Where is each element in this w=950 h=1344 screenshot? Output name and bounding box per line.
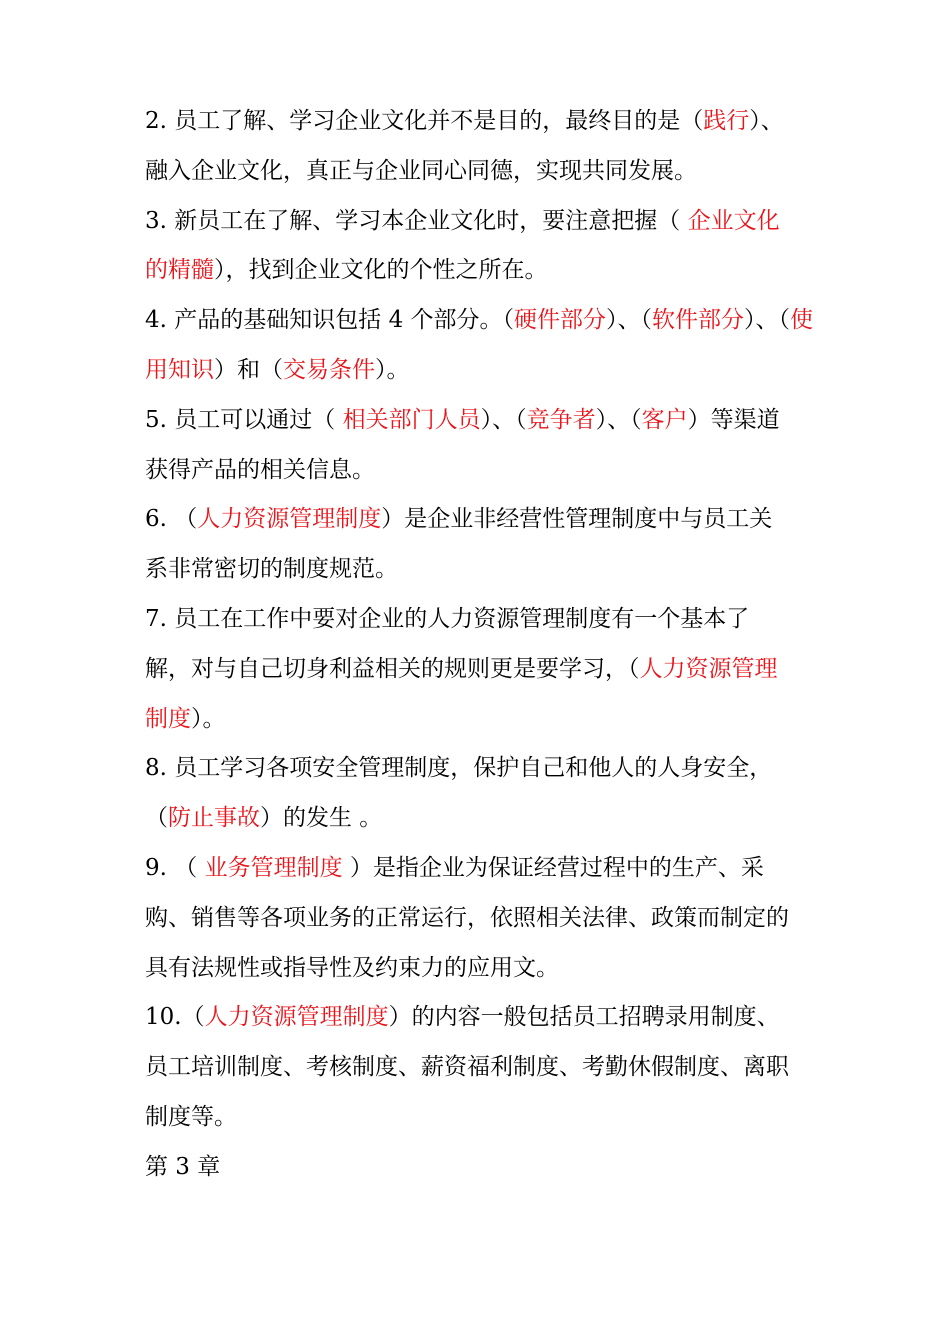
answer-text: 软件部分 [652,307,745,334]
question-text: ）、 [749,108,784,134]
question-text: 员工培训制度、考核制度、薪资福利制度、考勤休假制度、离职 [145,1054,789,1081]
text-line [145,744,815,794]
question-text: ）、（ [595,406,642,433]
answer-text: 业务管理制度 [204,854,343,881]
question-text: ）和（ [214,356,283,383]
question-text: 系非常密切的制度规范。 [145,556,398,583]
text-line [145,446,815,496]
text-line [145,595,815,645]
text-line [145,993,815,1043]
answer-text: 用知识 [145,356,214,383]
question-text: 解，对与自己切身利益相关的规则更是要学习，（ [145,655,640,682]
answer-text: 相关部门人员 [342,406,481,433]
text-line [145,1043,815,1093]
answer-text: 客户 [641,406,688,433]
question-text: 融入企业文化，真正与企业同心同德，实现共同发展。 [145,157,697,184]
text-line [145,296,815,346]
question-text: ）、（ [606,307,653,334]
question-text: ）。 [191,705,226,732]
answer-text: 竞争者 [526,406,596,433]
question-text: ）、（ [480,406,527,433]
question-text: 6. （ [145,506,198,533]
document-body [145,97,815,1193]
answer-text: 践行 [703,108,750,134]
answer-text: 交易条件 [283,356,375,383]
text-line [145,97,815,147]
answer-text: 硬件部分 [514,307,607,334]
question-text: 2. 员工了解、学习企业文化并不是目的，最终目的是（ [145,108,704,134]
text-line [145,844,815,894]
question-text: 4. 产品的基础知识包括 4 个部分。（ [145,307,515,334]
question-text: ），找到企业文化的个性之所在。 [214,257,548,284]
question-text: ）等渠道 [687,406,780,433]
question-text: 3. 新员工在了解、学习本企业文化时，要注意把握（ [145,207,688,234]
text-line [145,794,815,844]
text-line [145,197,815,247]
text-line [145,545,815,595]
question-text: ）的内容一般包括员工招聘录用制度、 [388,1004,780,1031]
text-line [145,246,815,296]
answer-text: 人力资源管理制度 [197,506,382,533]
question-text: 购、销售等各项业务的正常运行，依照相关法律、政策而制定的 [145,904,789,931]
question-text: 10.（ [145,1004,205,1031]
question-text: 8. 员工学习各项安全管理制度，保护自己和他人的人身安全， [145,755,773,782]
question-text: 7. 员工在工作中要对企业的人力资源管理制度有一个基本了 [145,605,750,632]
question-text: 第 3 章 [145,1153,221,1180]
question-text: ）是指企业为保证经营过程中的生产、采 [342,854,764,881]
answer-text: 防止事故 [168,805,260,832]
question-text: ）是企业非经营性管理制度中与员工关 [381,506,773,533]
answer-text: 人力资源管理 [639,655,778,682]
question-text: ）。 [375,356,410,383]
answer-text: 的精髓 [145,257,214,284]
text-line [145,944,815,994]
question-text: ）、（ [744,307,791,334]
text-line [145,1143,815,1193]
question-text: 9. （ [145,854,205,881]
question-text: 5. 员工可以通过（ [145,406,343,433]
answer-text: 使 [790,307,814,334]
answer-text: 企业文化 [687,207,780,234]
text-line [145,396,815,446]
question-text: 获得产品的相关信息。 [145,456,375,483]
question-text: ）的发生 。 [260,805,383,832]
text-line [145,346,815,396]
text-line [145,695,815,745]
answer-text: 人力资源管理制度 [204,1004,389,1031]
text-line [145,1093,815,1143]
text-line [145,147,815,197]
answer-text: 制度 [145,705,191,732]
text-line [145,894,815,944]
text-line [145,645,815,695]
question-text: 具有法规性或指导性及约束力的应用文。 [145,954,559,981]
text-line [145,495,815,545]
question-text: 制度等。 [145,1103,237,1130]
question-text: （ [145,805,168,832]
